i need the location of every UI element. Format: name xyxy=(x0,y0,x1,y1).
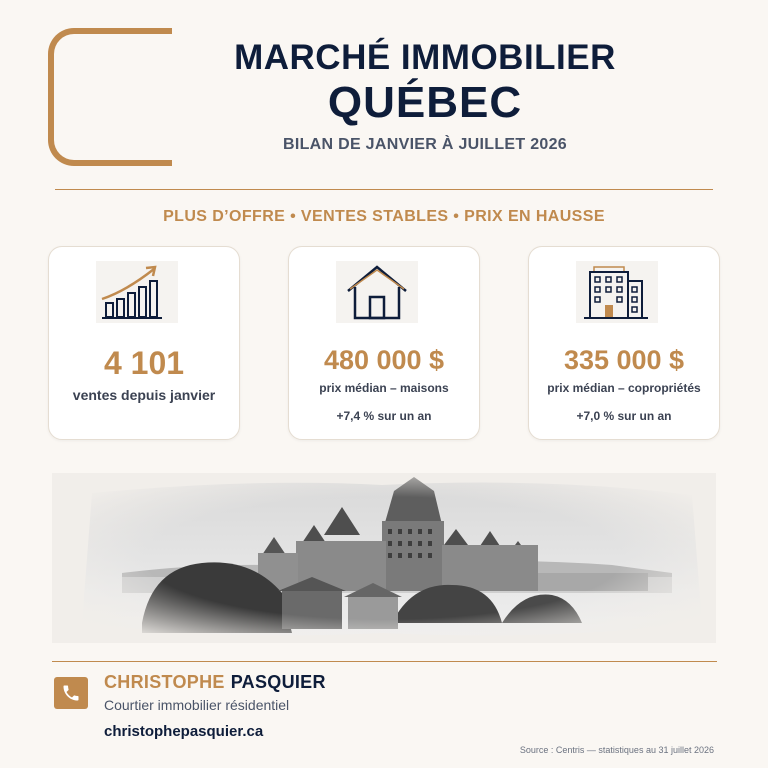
sales-value: 4 101 xyxy=(103,345,185,381)
agent-website-link[interactable]: christophepasquier.ca xyxy=(104,723,264,740)
phone-icon xyxy=(61,683,81,703)
house-price-value: 480 000 $ xyxy=(323,345,445,375)
condo-price-change: +7,0 % sur un an xyxy=(576,409,672,423)
source-note: Source : Centris — statistiques au 31 juillet 2026 xyxy=(519,745,714,755)
agent-name xyxy=(104,672,326,693)
tagline: PLUS D’OFFRE • VENTES STABLES • PRIX EN HAUSSE xyxy=(163,208,605,225)
phone-button[interactable] xyxy=(54,677,88,709)
divider-bottom xyxy=(52,661,717,662)
agent-last-name: PASQUIER xyxy=(230,672,326,692)
stat-card-houses xyxy=(288,246,480,440)
house-icon xyxy=(336,261,418,323)
page-title-line2: QUÉBEC xyxy=(327,78,523,127)
divider-top xyxy=(55,189,713,190)
page-subtitle: BILAN DE JANVIER À JUILLET 2026 xyxy=(282,136,568,153)
house-price-label: prix médian – maisons xyxy=(319,381,449,395)
agent-role: Courtier immobilier résidentiel xyxy=(104,697,290,713)
header xyxy=(190,38,660,154)
logo-bracket xyxy=(48,28,172,166)
house-price-change: +7,4 % sur un an xyxy=(336,409,432,423)
sales-label: ventes depuis janvier xyxy=(72,387,216,403)
page-title-line1: MARCHÉ IMMOBILIER xyxy=(234,38,616,77)
condo-price-label: prix médian – copropriétés xyxy=(547,381,701,395)
bar-chart-growth-icon xyxy=(96,261,178,323)
condo-price-value: 335 000 $ xyxy=(563,345,685,375)
agent-first-name: CHRISTOPHE xyxy=(104,672,225,692)
stat-card-condos xyxy=(528,246,720,440)
stat-card-sales xyxy=(48,246,240,440)
chateau-frontenac-photo xyxy=(52,473,716,643)
condo-building-icon xyxy=(576,261,658,323)
